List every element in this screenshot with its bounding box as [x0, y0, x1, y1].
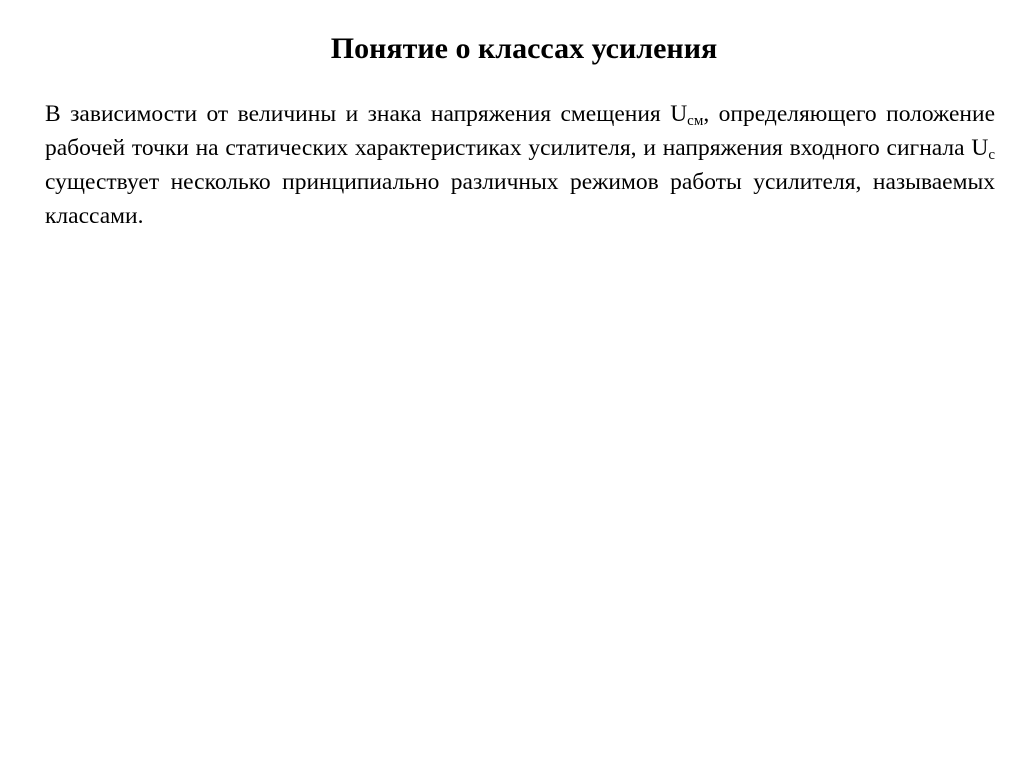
- subscript-bias: см: [687, 113, 704, 129]
- body-paragraph: [45, 97, 995, 233]
- paragraph-text-2: , определяющего положение рабочей точки на статических характеристиках усилителя, и напряжения входного сигнала U: [45, 101, 995, 161]
- subscript-signal: с: [988, 147, 995, 163]
- slide-title: Понятие о классах усиления: [330, 32, 718, 65]
- paragraph-text-3: существует несколько принципиально различных режимов работы усилителя, называемых классами.: [45, 169, 995, 229]
- paragraph-text-1: В зависимости от величины и знака напряжения смещения U: [45, 101, 688, 127]
